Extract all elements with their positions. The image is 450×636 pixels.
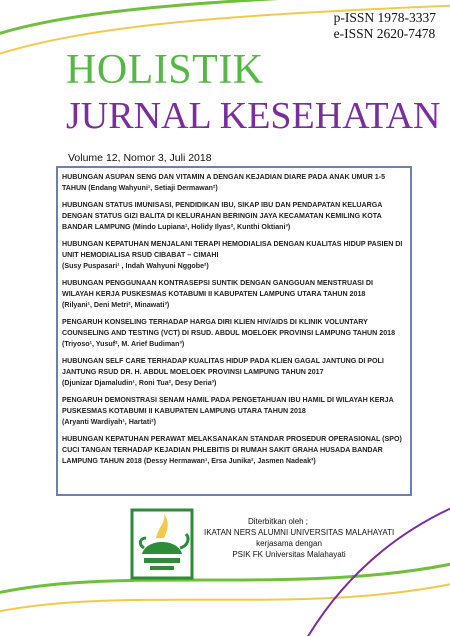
article-title: PENGARUH KONSELING TERHADAP HARGA DIRI KLIEN HIV/AIDS DI KLINIK VOLUNTARY COUNSELING AND TESTING (VCT) DI RSUD. ABDUL MOELOEK PROVINSI LAMPUNG TAHUN 2018 [62, 318, 396, 337]
article-authors: (Dessy Hermawan¹, Ersa Junika², Jasmen Nadeak³) [143, 457, 316, 465]
article-entry [62, 172, 406, 194]
issn-block [334, 10, 436, 42]
article-title: PENGARUH DEMONSTRASI SENAM HAMIL PADA PENGETAHUAN IBU HAMIL DI WILAYAH KERJA PUSKESMAS KOTABUMI II KABUPATEN LAMPUNG UTARA TAHUN 2018 [62, 396, 394, 415]
publisher-cooperation: kerjasama dengan [256, 539, 322, 548]
journal-title-line2: JURNAL KESEHATAN [66, 95, 441, 137]
article-entry [62, 395, 406, 428]
article-title: HUBUNGAN KEPATUHAN PERAWAT MELAKSANAKAN STANDAR PROSEDUR OPERASIONAL (SPO) CUCI TANGAN TERHADAP KEJADIAN PHLEBITIS DI RUMAH SAKIT GRAHA HUSADA BANDAR LAMPUNG TAHUN 2018 [62, 435, 402, 465]
online-issn: e-ISSN 2620-7478 [333, 26, 436, 41]
article-title: HUBUNGAN KEPATUHAN MENJALANI TERAPI HEMODIALISA DENGAN KUALITAS HIDUP PASIEN DI UNIT HEMODIALISA RSUD CIBABAT – CIMAHI [62, 240, 403, 259]
article-entry [62, 434, 406, 467]
article-title: HUBUNGAN SELF CARE TERHADAP KUALITAS HIDUP PADA KLIEN GAGAL JANTUNG DI POLI JANTUNG RSUD DR. H. ABDUL MOELOEK PROVINSI LAMPUNG TAHUN 2017 [62, 357, 384, 376]
article-title: HUBUNGAN PENGGUNAAN KONTRASEPSI SUNTIK DENGAN GANGGUAN MENSTRUASI DI WILAYAH KERJA PUSKESMAS KOTABUMI II KABUPATEN LAMPUNG UTARA TAHUN 2018 [62, 279, 373, 298]
publisher-intro: Diterbitkan oleh ; [248, 517, 309, 526]
nursing-lamp-emblem-icon [130, 508, 194, 580]
article-entry [62, 239, 406, 272]
publisher-partner: PSIK FK Universitas Malahayati [232, 550, 346, 559]
print-issn: p-ISSN 1978-3337 [333, 10, 436, 25]
article-entry [62, 200, 406, 233]
article-authors: (Endang Wahyuni¹, Setiaji Dermawan²) [88, 184, 218, 192]
article-title: HUBUNGAN ASUPAN SENG DAN VITAMIN A DENGAN KEJADIAN DIARE PADA ANAK UMUR 1-5 TAHUN [62, 173, 386, 192]
article-entry [62, 317, 406, 350]
article-authors: (Djunizar Djamaludin¹, Roni Tua², Desy Deria³) [62, 379, 217, 387]
volume-info: Volume 12, Nomor 3, Juli 2018 [68, 152, 212, 164]
article-authors: (Rilyani¹, Deni Metri², Minawati³) [62, 301, 170, 309]
publisher-name: IKATAN NERS ALUMNI UNIVERSITAS MALAHAYATI [204, 528, 395, 537]
article-list [62, 172, 406, 473]
article-authors: (Aryanti Wardiyah¹, Hartati²) [62, 418, 156, 426]
journal-title-line1: HOLISTIK [66, 47, 264, 93]
publisher-block [204, 516, 395, 560]
article-entry [62, 278, 406, 311]
article-authors: (Susy Puspasari¹ , Indah Wahyuni Nggobe²) [62, 262, 209, 270]
article-authors: (Mindo Lupiana¹, Holidy Ilyas², Kunthi Oktiani³) [132, 223, 291, 231]
article-title: HUBUNGAN STATUS IMUNISASI, PENDIDIKAN IBU, SIKAP IBU DAN PENDAPATAN KELUARGA DENGAN STATUS GIZI BALITA DI KELURAHAN BERINGIN JAYA KECAMATAN KEMILING KOTA BANDAR LAMPUNG [62, 201, 383, 231]
article-authors: (Triyoso¹, Yusuf², M. Arief Budiman³) [62, 340, 185, 348]
article-entry [62, 356, 406, 389]
